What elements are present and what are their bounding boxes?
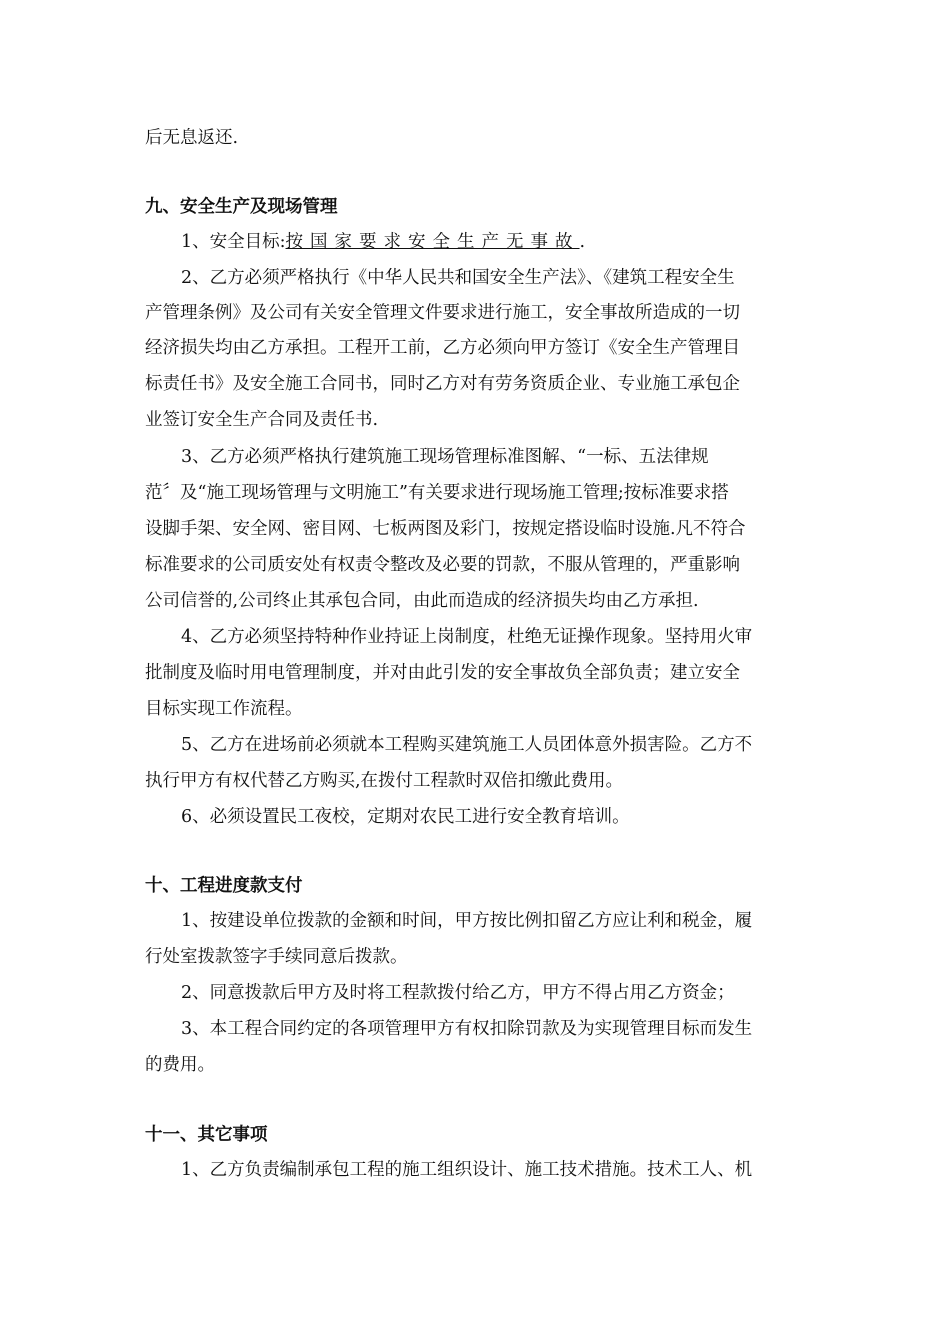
safety-target-value: 按国家要求安全生产无事故: [285, 232, 580, 252]
paragraph-line: 业签订安全生产合同及责任书.: [145, 410, 379, 430]
paragraph-line: 1、乙方负责编制承包工程的施工组织设计、施工技术措施。技术工人、机: [181, 1160, 753, 1180]
paragraph-line: 标准要求的公司质安处有权责令整改及必要的罚款，不服从管理的，严重影响: [145, 555, 740, 575]
paragraph-line: 经济损失均由乙方承担。工程开工前，乙方必须向甲方签订《安全生产管理目: [145, 338, 740, 358]
paragraph-line: 目标实现工作流程。: [145, 699, 303, 719]
paragraph-line: 2、乙方必须严格执行《中华人民共和国安全生产法》、《建筑工程安全生: [181, 268, 735, 288]
paragraph-line: 1、按建设单位拨款的金额和时间，甲方按比例扣留乙方应让利和税金，履: [181, 911, 753, 931]
paragraph-line: 6、必须设置民工夜校，定期对农民工进行安全教育培训。: [181, 807, 630, 827]
paragraph-line: 公司信誉的,公司终止其承包合同，由此而造成的经济损失均由乙方承担.: [145, 591, 699, 611]
paragraph-line: 设脚手架、安全网、密目网、七板两图及彩门，按规定搭设临时设施.凡不符合: [145, 519, 746, 539]
paragraph-line: 范〞及“施工现场管理与文明施工”有关要求进行现场施工管理;按标准要求搭: [145, 483, 729, 503]
paragraph-line: 执行甲方有权代替乙方购买,在拨付工程款时双倍扣缴此费用。: [145, 771, 624, 791]
safety-target-line: [181, 230, 805, 254]
continuation-text: 后无息返还.: [145, 128, 239, 148]
paragraph-line: 5、乙方在进场前必须就本工程购买建筑施工人员团体意外损害险。乙方不: [181, 735, 753, 755]
section-10-heading: 十、工程进度款支付: [145, 876, 303, 896]
paragraph-line: 2、同意拨款后甲方及时将工程款拨付给乙方，甲方不得占用乙方资金；: [181, 983, 735, 1003]
paragraph-line: 的费用。: [145, 1055, 215, 1075]
section-9-heading: 九、安全生产及现场管理: [145, 197, 338, 217]
paragraph-line: 产管理条例》及公司有关安全管理文件要求进行施工，安全事故所造成的一切: [145, 303, 740, 323]
paragraph-line: 标责任书》及安全施工合同书，同时乙方对有劳务资质企业、专业施工承包企: [145, 374, 740, 394]
paragraph-line: 批制度及临时用电管理制度，并对由此引发的安全事故负全部负责；建立安全: [145, 663, 740, 683]
safety-target-suffix: .: [579, 232, 586, 252]
section-11-heading: 十一、其它事项: [145, 1125, 268, 1145]
paragraph-line: 3、本工程合同约定的各项管理甲方有权扣除罚款及为实现管理目标而发生: [181, 1019, 753, 1039]
safety-target-prefix: 1、安全目标:: [181, 232, 286, 252]
paragraph-line: 4、乙方必须坚持特种作业持证上岗制度，杜绝无证操作现象。坚持用火审: [181, 627, 753, 647]
paragraph-line: 3、乙方必须严格执行建筑施工现场管理标准图解、“一标、五法律规: [181, 447, 709, 467]
paragraph-line: 行处室拨款签字手续同意后拨款。: [145, 947, 408, 967]
